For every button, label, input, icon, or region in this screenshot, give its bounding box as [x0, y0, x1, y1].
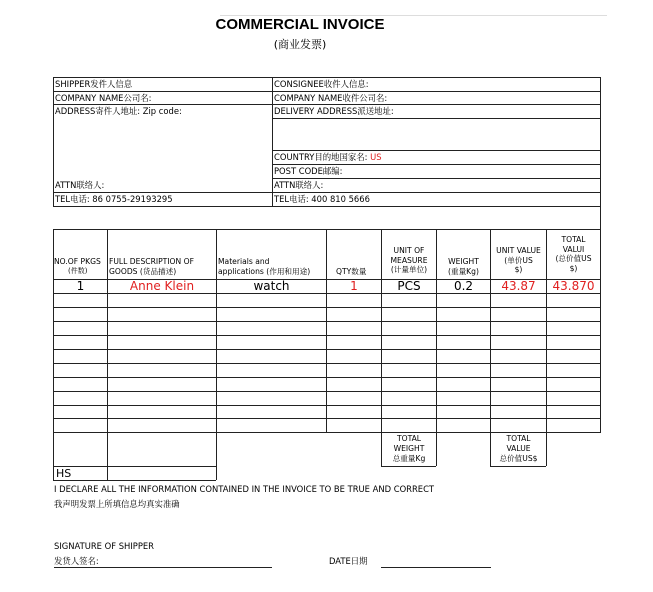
- row-unit: PCS: [397, 279, 421, 293]
- consignee-country: [274, 152, 382, 163]
- country-value: US: [370, 152, 382, 162]
- col-materials-header: Materials and applications (作用和用途): [218, 257, 311, 276]
- total-value-label: TOTAL VALUE 总价值US$: [499, 434, 538, 463]
- row-pkgs: 1: [76, 279, 85, 293]
- country-label: COUNTRY目的地国家名:: [274, 152, 368, 162]
- date-line: [381, 567, 491, 568]
- consignee-tel: TEL电话: 400 810 5666: [274, 194, 370, 204]
- total-weight-label: TOTAL WEIGHT 总重量Kg: [392, 434, 426, 463]
- col-total-value-header: TOTAL VALUI (总价值US $): [555, 235, 592, 273]
- row-total-value: 43.870: [552, 279, 595, 293]
- col-weight-header: WEIGHT (重量Kg): [448, 257, 479, 276]
- signature-line: [54, 567, 272, 568]
- consignee-address: DELIVERY ADDRESS派送地址:: [274, 106, 394, 116]
- consignee-company: COMPANY NAME收件公司名:: [274, 93, 388, 103]
- signature-cn-label: 发货人签名:: [54, 556, 99, 566]
- col-unit-value-header: UNIT VALUE (单价US $): [496, 246, 541, 274]
- consignee-header: CONSIGNEE收件人信息:: [274, 79, 369, 89]
- shipper-header: SHIPPER发件人信息: [55, 79, 133, 89]
- date-label: DATE日期: [329, 556, 368, 566]
- shipper-attn: ATTN联络人:: [55, 180, 105, 190]
- col-description-header: FULL DESCRIPTION OF GOODS (货品描述): [109, 257, 194, 276]
- row-weight: 0.2: [453, 279, 474, 293]
- signature-label: SIGNATURE OF SHIPPER: [54, 541, 155, 551]
- row-materials: watch: [253, 279, 290, 293]
- col-pkgs-header: NO.OF PKGS (件数): [54, 257, 101, 275]
- invoice-title: COMMERCIAL INVOICE: [215, 16, 385, 33]
- declaration-en: I DECLARE ALL THE INFORMATION CONTAINED IN THE INVOICE TO BE TRUE AND CORRECT: [54, 484, 435, 494]
- row-description: Anne Klein: [129, 279, 195, 293]
- consignee-postcode: POST CODE邮编:: [274, 166, 343, 176]
- consignee-attn: ATTN联络人:: [274, 180, 324, 190]
- invoice-subtitle: (商业发票): [273, 38, 327, 51]
- row-unit-value: 43.87: [501, 279, 536, 293]
- row-qty: 1: [350, 279, 358, 293]
- shipper-company: COMPANY NAME公司名:: [55, 93, 152, 103]
- col-unit-header: UNIT OF MEASURE (计量单位): [390, 246, 428, 274]
- col-qty-header: QTY数量: [336, 267, 367, 276]
- declaration-cn: 我声明发票上所填信息均真实准确: [54, 499, 180, 509]
- shipper-tel: TEL电话: 86 0755-29193295: [55, 194, 173, 204]
- shipper-address: ADDRESS寄件人地址: Zip code:: [55, 106, 182, 116]
- hs-label: HS: [56, 467, 72, 480]
